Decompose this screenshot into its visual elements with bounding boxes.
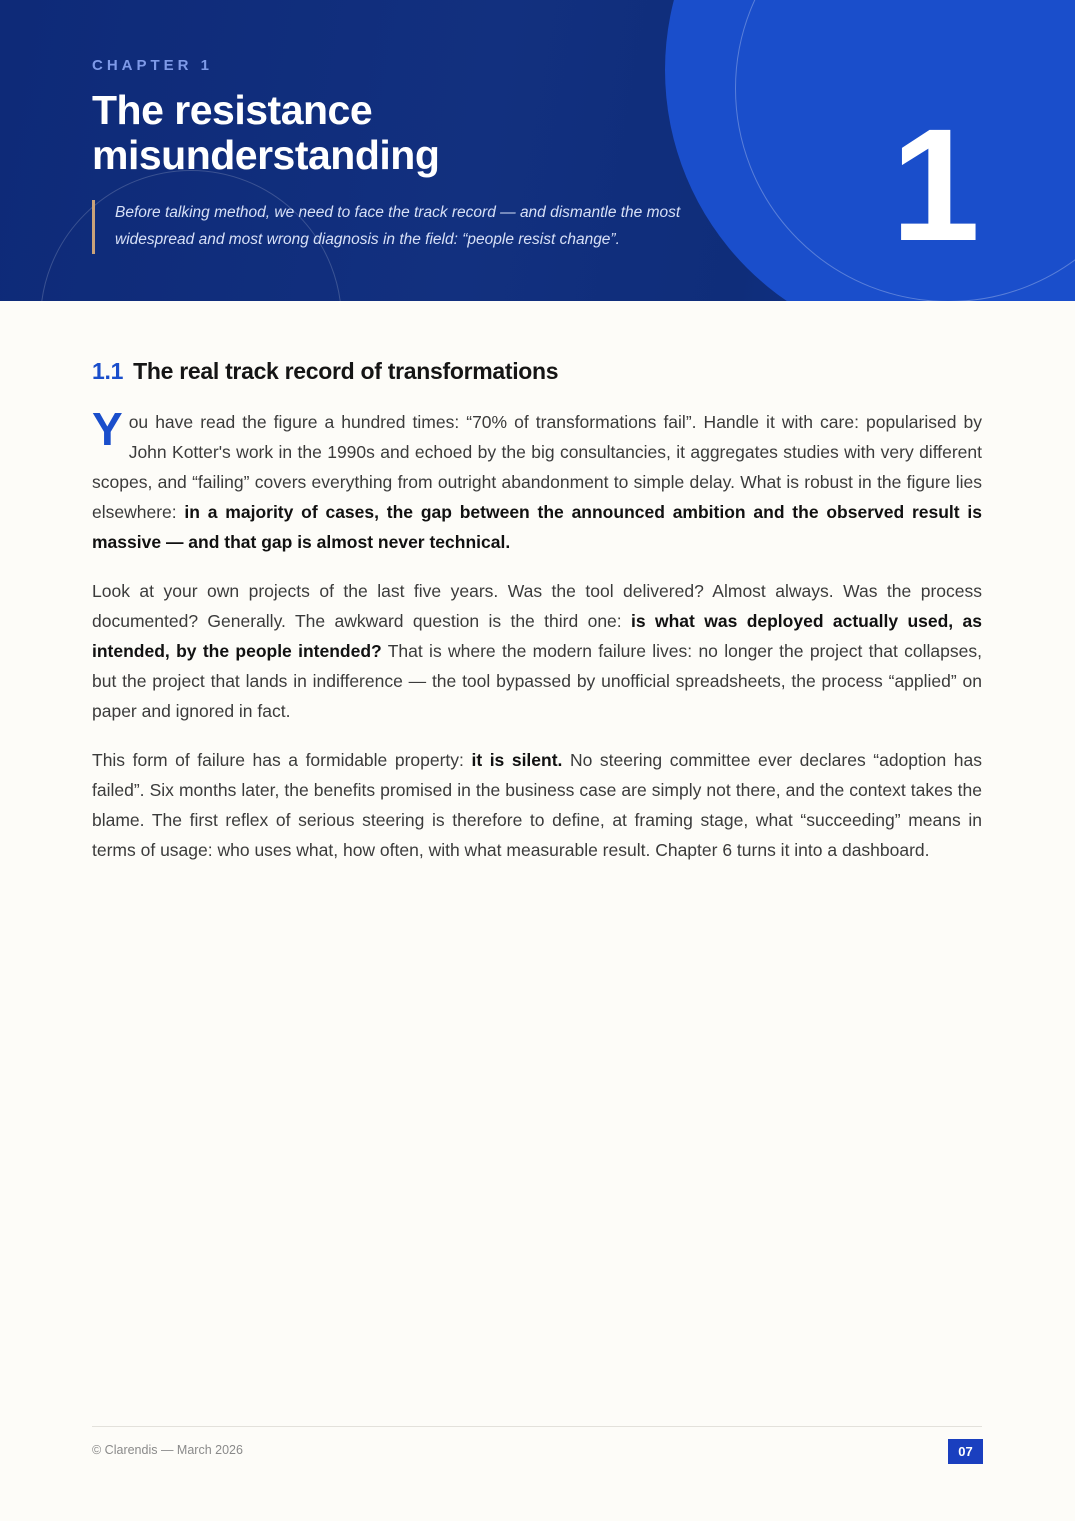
chapter-lead — [92, 200, 742, 254]
paragraph-2-emphasis: is what was deployed actually used, as intended, by the people intended? — [92, 611, 982, 661]
paragraph-2-text-after: That is where the modern failure lives: no longer the project that collapses, but the project that lands in indifference — the tool bypassed by unofficial spreadsheets, the process “applied” on paper and ignored in fact. — [92, 641, 982, 721]
chapter-title: The resistance misunderstanding — [92, 87, 440, 178]
section-number: 1.1 — [92, 358, 124, 384]
paragraph-2 — [92, 576, 982, 726]
section-title: The real track record of transformations — [133, 358, 559, 384]
paragraph-3-text-after: No steering committee ever declares “adoption has failed”. Six months later, the benefits promised in the business case are simply not there, and the context takes the blame. The first reflex of serious steering is therefore to define, at framing stage, what “succeeding” means in terms of usage: who uses what, how often, with what measurable result. Chapter 6 turns it into a dashboard. — [92, 750, 983, 860]
paragraph-1 — [92, 403, 982, 557]
chapter-label: CHAPTER 1 — [92, 57, 214, 74]
page-number-badge: 07 — [948, 1439, 983, 1464]
paragraph-3-text-before: This form of failure has a formidable property: — [92, 750, 472, 770]
chapter-number: 1 — [891, 95, 980, 274]
paragraph-3-emphasis: it is silent. — [471, 750, 563, 770]
paragraph-2-text-before: Look at your own projects of the last five years. Was the tool delivered? Almost always. Was the process documented? Generally. The awkward question is the third one: — [92, 581, 982, 631]
paragraph-3 — [92, 745, 982, 865]
drop-cap: Y — [92, 403, 123, 455]
footer-copyright: © Clarendis — March 2026 — [92, 1443, 243, 1457]
paragraph-1-text: ou have read the figure a hundred times: “70% of transformations fail”. Handle it with care: popularised by John Kotter's work in the 1990s and echoed by the big consultancies, it aggregates studies with very different scopes, and “failing” covers everything from outright abandonment to simple delay. What is robust in the figure lies elsewhere: — [92, 412, 982, 522]
chapter-header — [0, 0, 1075, 301]
section-heading — [92, 355, 982, 387]
footer-divider — [92, 1426, 982, 1427]
main-content — [92, 355, 982, 884]
paragraph-1-emphasis: in a majority of cases, the gap between the announced ambition and the observed result is massive — and that gap is almost never technical. — [92, 502, 982, 552]
chapter-lead-text: Before talking method, we need to face the track record — and dismantle the most widespread and most wrong diagnosis in the field: “people resist change”. — [115, 204, 681, 248]
